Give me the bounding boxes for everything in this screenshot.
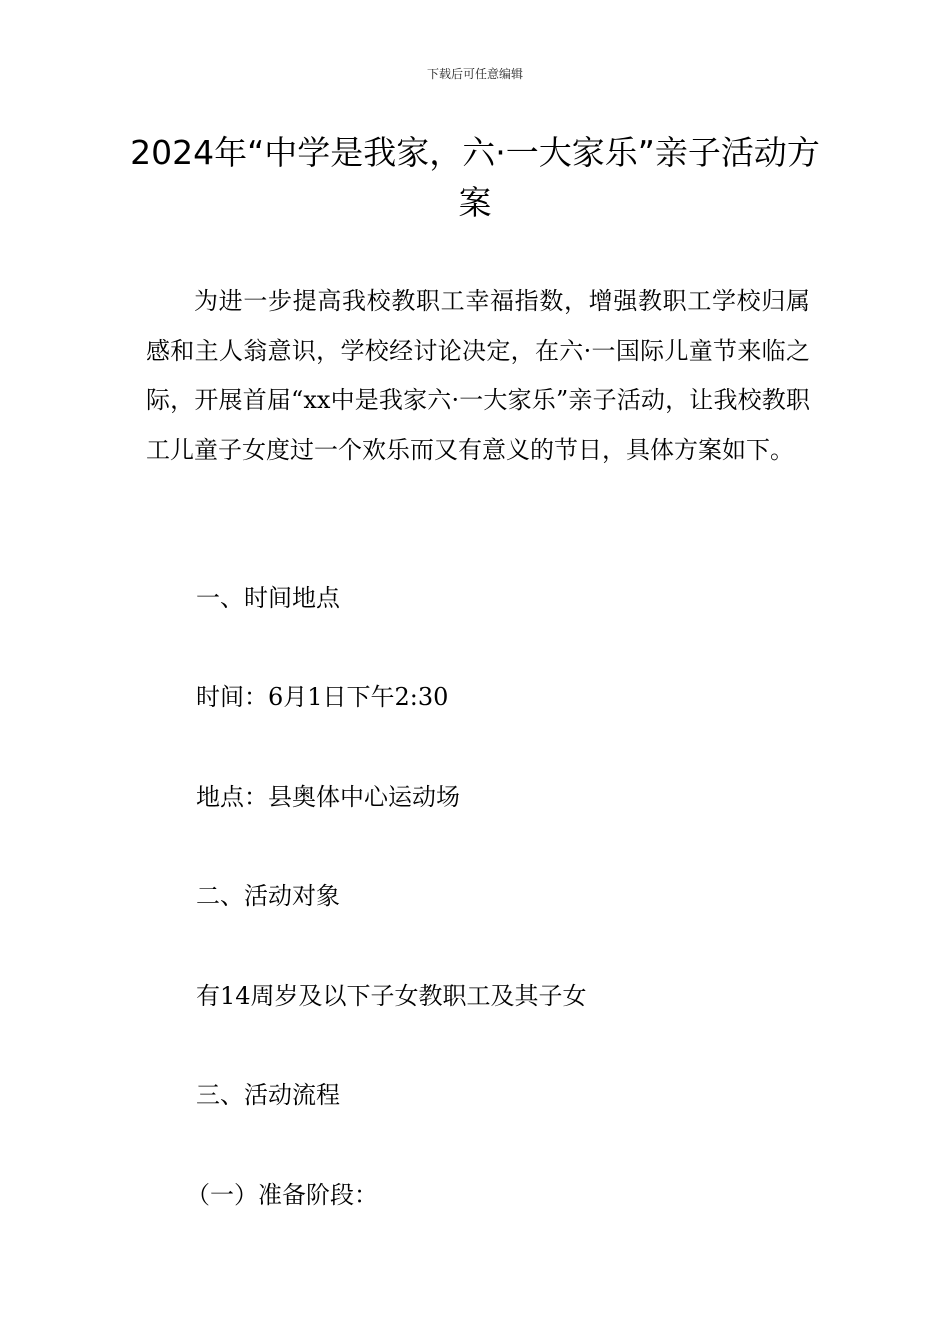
header-note: 下载后可任意编辑 [426, 67, 523, 81]
intro-paragraph: 为进一步提高我校教职工幸福指数，增强教职工学校归属感和主人翁意识，学校经讨论决定，在六·一国际儿童节来临之际，开展首届“xx中是我家六·一大家乐”亲子活动，让我校教职工儿童子女度过一个欢乐而又有意义的节日，具体方案如下。 [146, 287, 810, 464]
section-heading-process: 三、活动流程 [196, 1081, 340, 1109]
section-heading-participants: 二、活动对象 [196, 882, 340, 910]
participants-line: 有14周岁及以下子女教职工及其子女 [196, 982, 587, 1010]
section-heading-time-place: 一、时间地点 [196, 584, 340, 612]
time-line: 时间：6月1日下午2:30 [196, 683, 449, 711]
place-line: 地点：县奥体中心运动场 [196, 783, 460, 811]
document-title: 2024年“中学是我家，六·一大家乐”亲子活动方案 [130, 133, 820, 222]
subheading-preparation: （一）准备阶段： [186, 1181, 378, 1209]
